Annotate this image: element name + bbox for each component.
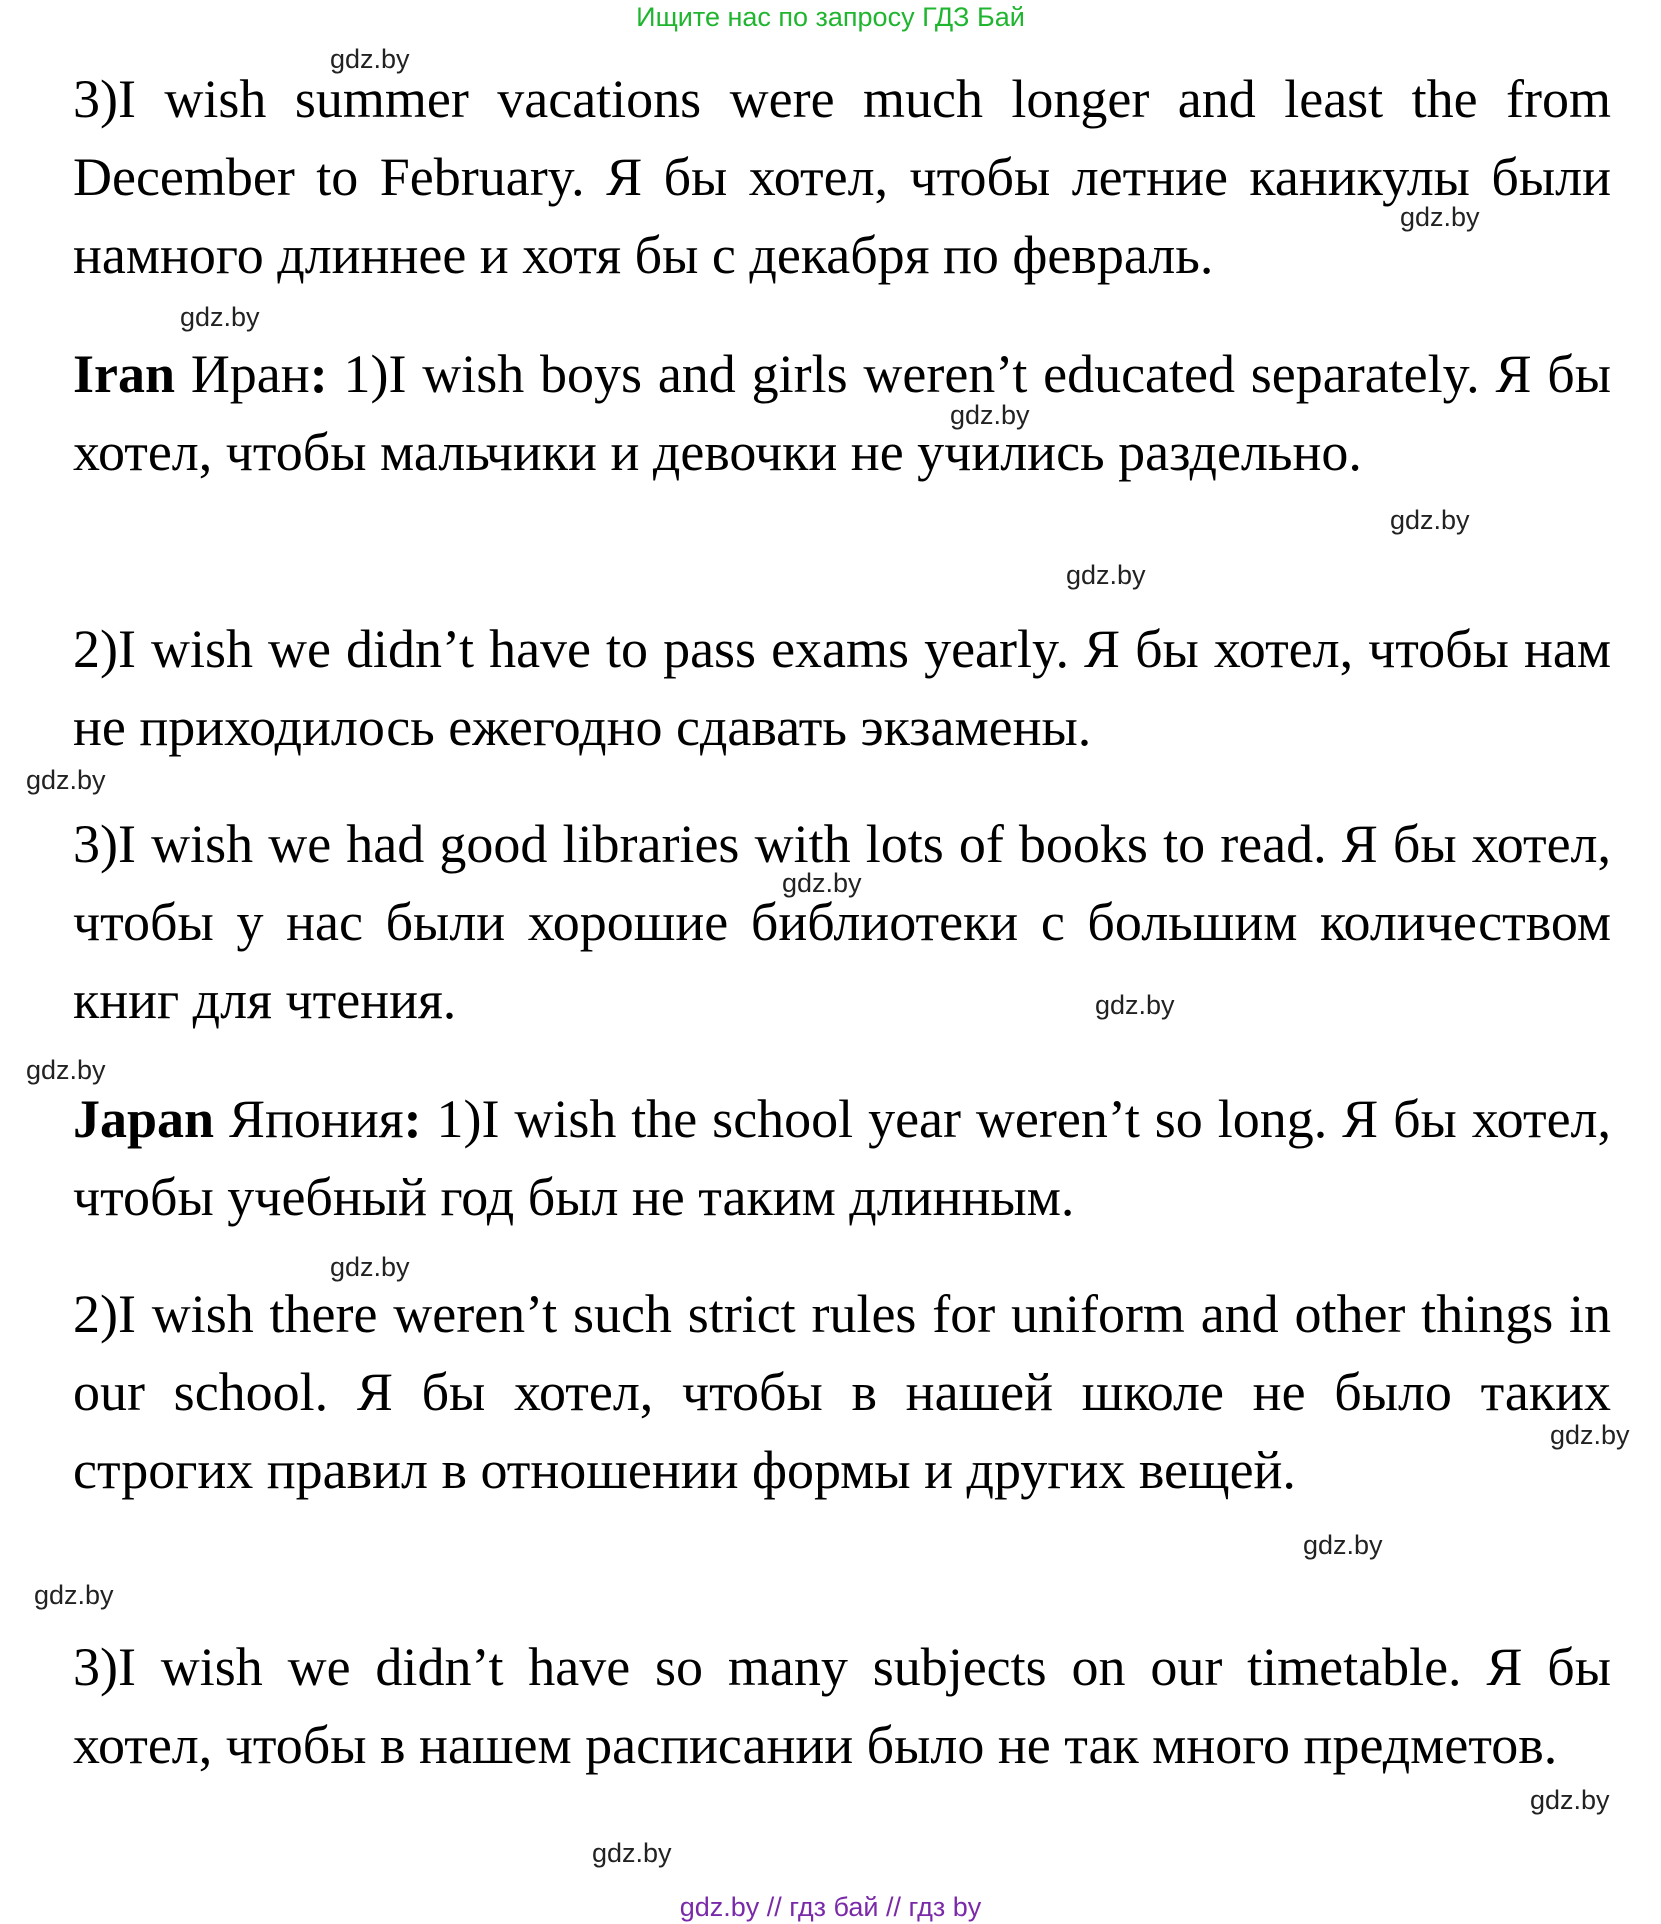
watermark: gdz.by bbox=[782, 868, 862, 898]
iran-item-1-text: 1)I wish boys and girls weren’t educated separately. Я бы хотел, чтобы мальчики и девочки не учились раздельно. bbox=[73, 344, 1612, 482]
japan-item-1-text: 1)I wish the school year weren’t so long. Я бы хотел, чтобы учебный год был не таким длинным. bbox=[73, 1089, 1611, 1227]
paragraph-iran-2: 2)I wish we didn’t have to pass exams yearly. Я бы хотел, чтобы нам не приходилось ежегодно сдавать экзамены. bbox=[73, 619, 1611, 757]
paragraph-japan-2: 2)I wish there weren’t such strict rules for uniform and other things in our school. Я бы хотел, чтобы в нашей школе не было таких строгих правил в отношении формы и других вещей. bbox=[73, 1284, 1611, 1500]
watermark: gdz.by bbox=[1400, 202, 1480, 232]
paragraph-summer-vacations: 3)I wish summer vacations were much longer and least the from December to February. Я бы хотел, чтобы летние каникулы были намного длиннее и хотя бы с декабря по февраль. bbox=[73, 69, 1611, 285]
country-label-iran: Iran bbox=[73, 344, 176, 404]
watermark: gdz.by bbox=[330, 44, 410, 74]
country-label-japan-ru: Япония bbox=[229, 1089, 404, 1149]
watermark: gdz.by bbox=[1550, 1420, 1630, 1450]
paragraph-iran-1 bbox=[73, 335, 1611, 491]
paragraph-japan-1 bbox=[73, 1080, 1611, 1236]
watermark: gdz.by bbox=[950, 400, 1030, 430]
watermark: gdz.by bbox=[1066, 560, 1146, 590]
footer-links: gdz.by // гдз бай // гдз by bbox=[679, 1892, 982, 1922]
watermark: gdz.by bbox=[1530, 1785, 1610, 1815]
country-label-iran-ru: Иран bbox=[190, 344, 310, 404]
country-label-japan: Japan bbox=[73, 1089, 215, 1149]
watermark: gdz.by bbox=[34, 1580, 114, 1610]
watermark: gdz.by bbox=[330, 1252, 410, 1282]
watermark: gdz.by bbox=[1390, 505, 1470, 535]
watermark: gdz.by bbox=[26, 765, 106, 795]
colon: : bbox=[403, 1089, 422, 1149]
watermark: gdz.by bbox=[592, 1838, 672, 1868]
colon: : bbox=[309, 344, 328, 404]
watermark: gdz.by bbox=[1303, 1530, 1383, 1560]
watermark: gdz.by bbox=[26, 1055, 106, 1085]
watermark: gdz.by bbox=[180, 302, 260, 332]
watermark: gdz.by bbox=[1095, 990, 1175, 1020]
paragraph-iran-3: 3)I wish we had good libraries with lots of books to read. Я бы хотел, чтобы у нас были хорошие библиотеки с большим количеством книг для чтения. bbox=[73, 814, 1611, 1030]
paragraph-japan-3: 3)I wish we didn’t have so many subjects on our timetable. Я бы хотел, чтобы в нашем расписании было не так много предметов. bbox=[73, 1637, 1611, 1775]
search-banner: Ищите нас по запросу ГДЗ Бай bbox=[636, 2, 1025, 32]
